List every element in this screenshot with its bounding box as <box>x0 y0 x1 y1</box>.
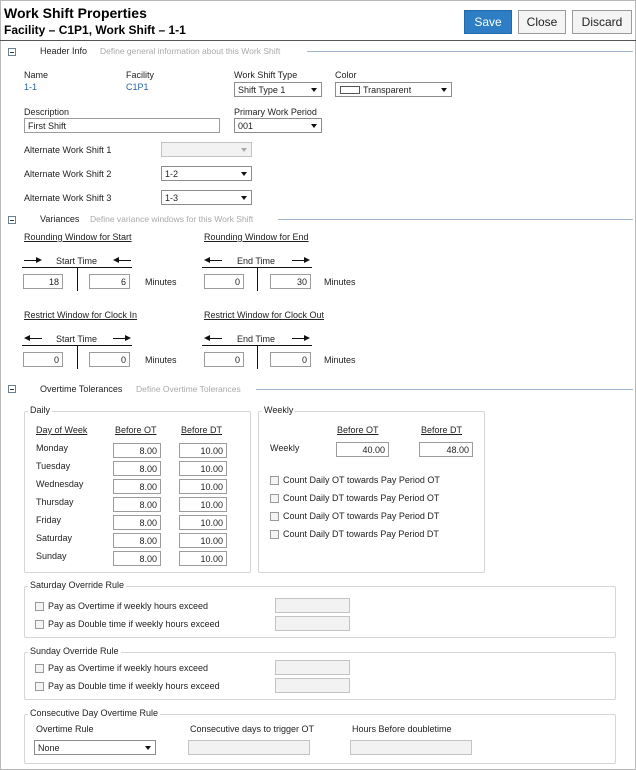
overtime-title: Overtime Tolerances <box>40 384 123 394</box>
description-label: Description <box>24 107 70 117</box>
rounding-start-axis-label: Start Time <box>56 256 98 266</box>
hours-before-doubletime-input[interactable] <box>350 740 472 755</box>
count-daily-ot-period-dt-label: Count Daily OT towards Pay Period DT <box>283 511 440 521</box>
chevron-down-icon <box>241 196 247 200</box>
arrow-right-icon <box>292 257 310 264</box>
chevron-down-icon <box>241 172 247 176</box>
restrict-in-before-input[interactable]: 0 <box>23 352 63 367</box>
alternate-shift-3-select[interactable] <box>161 190 252 205</box>
saturday-doubletime-input[interactable] <box>275 616 350 631</box>
restrict-out-title: Restrict Window for Clock Out <box>204 310 325 320</box>
daily-col-day: Day of Week <box>36 425 88 435</box>
daily-day-label: Tuesday <box>36 461 71 471</box>
count-daily-dt-period-ot-label: Count Daily DT towards Pay Period OT <box>283 493 440 503</box>
rounding-start-marker <box>77 267 78 291</box>
color-select[interactable] <box>335 82 452 97</box>
count-daily-ot-period-dt-checkbox[interactable] <box>270 512 279 521</box>
rounding-end-before-input[interactable]: 0 <box>204 274 244 289</box>
rounding-start-before-input[interactable]: 18 <box>23 274 63 289</box>
rounding-end-minutes: Minutes <box>324 277 356 287</box>
primary-work-period-value: 001 <box>238 121 254 131</box>
arrow-right-icon <box>24 257 42 264</box>
description-input[interactable]: First Shift <box>24 118 220 133</box>
alternate-shift-2-label: Alternate Work Shift 2 <box>24 169 112 179</box>
daily-day-label: Thursday <box>36 497 74 507</box>
primary-work-period-select[interactable] <box>234 118 322 133</box>
sunday-overtime-label: Pay as Overtime if weekly hours exceed <box>48 663 209 673</box>
rounding-start-after-input[interactable]: 6 <box>89 274 130 289</box>
hours-before-doubletime-label: Hours Before doubletime <box>352 724 452 734</box>
weekly-legend: Weekly <box>264 405 294 415</box>
count-daily-dt-period-ot-checkbox[interactable] <box>270 494 279 503</box>
daily-ot-input[interactable]: 8.00 <box>113 479 161 494</box>
daily-day-label: Saturday <box>36 533 73 543</box>
color-label: Color <box>335 70 357 80</box>
consecutive-days-label: Consecutive days to trigger OT <box>190 724 315 734</box>
header-info-description: Define general information about this Work Shift <box>100 46 281 56</box>
overtime-rule-select[interactable] <box>34 740 156 755</box>
alternate-shift-1-select[interactable] <box>161 142 252 157</box>
arrow-left-icon <box>24 335 42 342</box>
count-daily-dt-period-dt-label: Count Daily DT towards Pay Period DT <box>283 529 439 539</box>
sunday-doubletime-input[interactable] <box>275 678 350 693</box>
weekly-row-label: Weekly <box>270 443 300 453</box>
alternate-shift-1-label: Alternate Work Shift 1 <box>24 145 112 155</box>
header-divider <box>0 40 636 41</box>
chevron-down-icon <box>441 88 447 92</box>
restrict-in-marker <box>77 345 78 369</box>
count-daily-ot-period-ot-checkbox[interactable] <box>270 476 279 485</box>
save-button[interactable]: Save <box>464 10 512 34</box>
color-value: Transparent <box>363 85 412 95</box>
arrow-left-icon <box>204 335 222 342</box>
daily-ot-input[interactable]: 8.00 <box>113 497 161 512</box>
facility-label: Facility <box>126 70 155 80</box>
restrict-in-axis-label: Start Time <box>56 334 98 344</box>
daily-day-label: Sunday <box>36 551 67 561</box>
rounding-end-axis-label: End Time <box>237 256 276 266</box>
overtime-description: Define Overtime Tolerances <box>136 384 241 394</box>
arrow-left-icon <box>113 257 131 264</box>
color-swatch <box>340 86 360 94</box>
name-value: 1-1 <box>24 82 38 92</box>
facility-value: C1P1 <box>126 82 149 92</box>
restrict-in-after-input[interactable]: 0 <box>89 352 130 367</box>
daily-ot-input[interactable]: 8.00 <box>113 515 161 530</box>
variances-title: Variances <box>40 214 80 224</box>
daily-ot-input[interactable]: 8.00 <box>113 551 161 566</box>
restrict-out-before-input[interactable]: 0 <box>204 352 244 367</box>
restrict-out-marker <box>257 345 258 369</box>
daily-day-label: Wednesday <box>36 479 84 489</box>
work-shift-type-select[interactable] <box>234 82 322 97</box>
daily-day-label: Friday <box>36 515 62 525</box>
saturday-doubletime-label: Pay as Double time if weekly hours exceed <box>48 619 220 629</box>
daily-dt-input[interactable]: 10.00 <box>179 461 227 476</box>
overtime-rule <box>256 389 633 390</box>
daily-col-ot: Before OT <box>115 425 157 435</box>
weekly-dt-input[interactable]: 48.00 <box>419 442 473 457</box>
restrict-in-minutes: Minutes <box>145 355 177 365</box>
discard-button[interactable]: Discard <box>572 10 632 34</box>
daily-legend: Daily <box>30 405 51 415</box>
weekly-col-ot: Before OT <box>337 425 379 435</box>
saturday-overtime-checkbox[interactable] <box>35 602 44 611</box>
rounding-start-minutes: Minutes <box>145 277 177 287</box>
sunday-doubletime-checkbox[interactable] <box>35 682 44 691</box>
daily-dt-input[interactable]: 10.00 <box>179 443 227 458</box>
alternate-shift-2-select[interactable] <box>161 166 252 181</box>
rounding-end-after-input[interactable]: 30 <box>270 274 311 289</box>
variances-description: Define variance windows for this Work Shift <box>90 214 254 224</box>
work-shift-type-value: Shift Type 1 <box>238 85 286 95</box>
daily-ot-input[interactable]: 8.00 <box>113 461 161 476</box>
sunday-override-legend: Sunday Override Rule <box>30 646 119 656</box>
daily-col-dt: Before DT <box>181 425 223 435</box>
restrict-out-minutes: Minutes <box>324 355 356 365</box>
header-info-collapse-icon[interactable] <box>8 48 16 56</box>
consecutive-days-input[interactable] <box>188 740 310 755</box>
arrow-left-icon <box>204 257 222 264</box>
page-title: Work Shift Properties <box>4 5 147 21</box>
saturday-override-legend: Saturday Override Rule <box>30 580 125 590</box>
daily-dt-input[interactable]: 10.00 <box>179 533 227 548</box>
overtime-rule-label: Overtime Rule <box>36 724 94 734</box>
variances-collapse-icon[interactable] <box>8 216 16 224</box>
rounding-end-marker <box>257 267 258 291</box>
sunday-overtime-checkbox[interactable] <box>35 664 44 673</box>
alternate-shift-3-label: Alternate Work Shift 3 <box>24 193 112 203</box>
chevron-down-icon <box>241 148 247 152</box>
overtime-collapse-icon[interactable] <box>8 385 16 393</box>
work-shift-type-label: Work Shift Type <box>234 70 298 80</box>
restrict-out-axis-label: End Time <box>237 334 276 344</box>
count-daily-ot-period-ot-label: Count Daily OT towards Pay Period OT <box>283 475 440 485</box>
overtime-rule-value: None <box>38 743 60 753</box>
daily-day-label: Monday <box>36 443 69 453</box>
header-info-title: Header Info <box>40 46 88 56</box>
daily-ot-input[interactable]: 8.00 <box>113 533 161 548</box>
chevron-down-icon <box>145 746 151 750</box>
chevron-down-icon <box>311 88 317 92</box>
arrow-right-icon <box>113 335 131 342</box>
sunday-doubletime-label: Pay as Double time if weekly hours exceed <box>48 681 220 691</box>
restrict-in-title: Restrict Window for Clock In <box>24 310 138 320</box>
name-label: Name <box>24 70 49 80</box>
arrow-right-icon <box>292 335 310 342</box>
close-button[interactable]: Close <box>518 10 566 34</box>
weekly-col-dt: Before DT <box>421 425 463 435</box>
header-info-rule <box>307 51 633 52</box>
count-daily-dt-period-dt-checkbox[interactable] <box>270 530 279 539</box>
restrict-out-after-input[interactable]: 0 <box>270 352 311 367</box>
daily-dt-input[interactable]: 10.00 <box>179 497 227 512</box>
consecutive-day-group <box>24 714 616 764</box>
consecutive-day-legend: Consecutive Day Overtime Rule <box>30 708 159 718</box>
daily-dt-input[interactable]: 10.00 <box>179 479 227 494</box>
page-subtitle: Facility – C1P1, Work Shift – 1-1 <box>4 23 186 37</box>
rounding-start-title: Rounding Window for Start <box>24 232 132 242</box>
saturday-doubletime-checkbox[interactable] <box>35 620 44 629</box>
daily-dt-input[interactable]: 10.00 <box>179 551 227 566</box>
weekly-ot-input[interactable]: 40.00 <box>336 442 389 457</box>
sunday-overtime-input[interactable] <box>275 660 350 675</box>
daily-ot-input[interactable]: 8.00 <box>113 443 161 458</box>
weekly-group <box>258 411 485 573</box>
alternate-shift-2-value: 1-2 <box>165 169 179 179</box>
alternate-shift-3-value: 1-3 <box>165 193 179 203</box>
primary-work-period-label: Primary Work Period <box>234 107 317 117</box>
daily-dt-input[interactable]: 10.00 <box>179 515 227 530</box>
variances-rule <box>278 219 633 220</box>
saturday-overtime-label: Pay as Overtime if weekly hours exceed <box>48 601 209 611</box>
chevron-down-icon <box>311 124 317 128</box>
rounding-end-title: Rounding Window for End <box>204 232 309 242</box>
saturday-overtime-input[interactable] <box>275 598 350 613</box>
